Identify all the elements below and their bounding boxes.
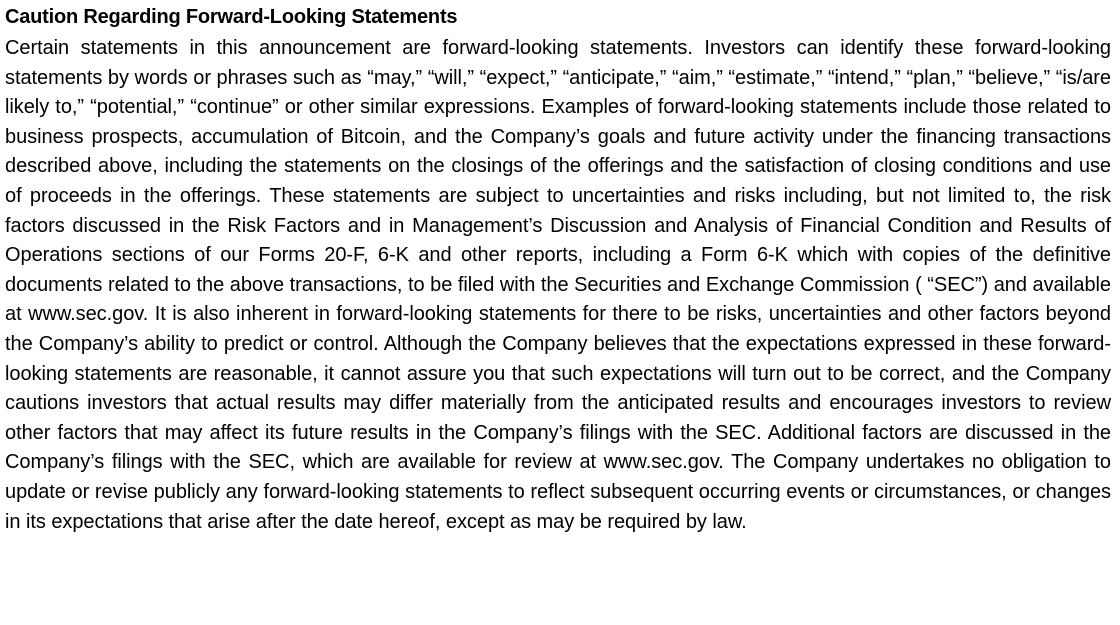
section-heading: Caution Regarding Forward-Looking Statements [5, 6, 458, 28]
forward-looking-statements-paragraph: Certain statements in this announcement are forward-looking statements. Investors can identify these forward-looking statements by words or phrases such as “may,” “will,” “expect,” “anticipate,” “aim,” “estimate,” “intend,” “plan,” “believe,” “is/are likely to,” “potential,” “continue” or other similar expressions. Examples of forward-looking statements include those related to business prospects, accumulation of Bitcoin, and the Company’s goals and future activity under the financing transactions described above, including the statements on the closings of the offerings and the satisfaction of closing conditions and use of proceeds in the offerings. These statements are subject to uncertainties and risks including, but not limited to, the risk factors discussed in the Risk Factors and in Management’s Discussion and Analysis of Financial Condition and Results of Operations sections of our Forms 20-F, 6-K and other reports, including a Form 6-K which with copies of the definitive documents related to the above transactions, to be filed with the Securities and Exchange Commission ( “SEC”) and available at www.sec.gov. It is also inherent in forward-looking statements for there to be risks, uncertainties and other factors beyond the Company’s ability to predict or control. Although the Company believes that the expectations expressed in these forward-looking statements are reasonable, it cannot assure you that such expectations will turn out to be correct, and the Company cautions investors that actual results may differ materially from the anticipated results and encourages investors to review other factors that may affect its future results in the Company’s filings with the SEC. Additional factors are discussed in the Company’s filings with the SEC, which are available for review at www.sec.gov. The Company undertakes no obligation to update or revise publicly any forward-looking statements to reflect subsequent occurring events or circumstances, or changes in its expectations that arise after the date hereof, except as may be required by law. [5, 37, 1111, 533]
